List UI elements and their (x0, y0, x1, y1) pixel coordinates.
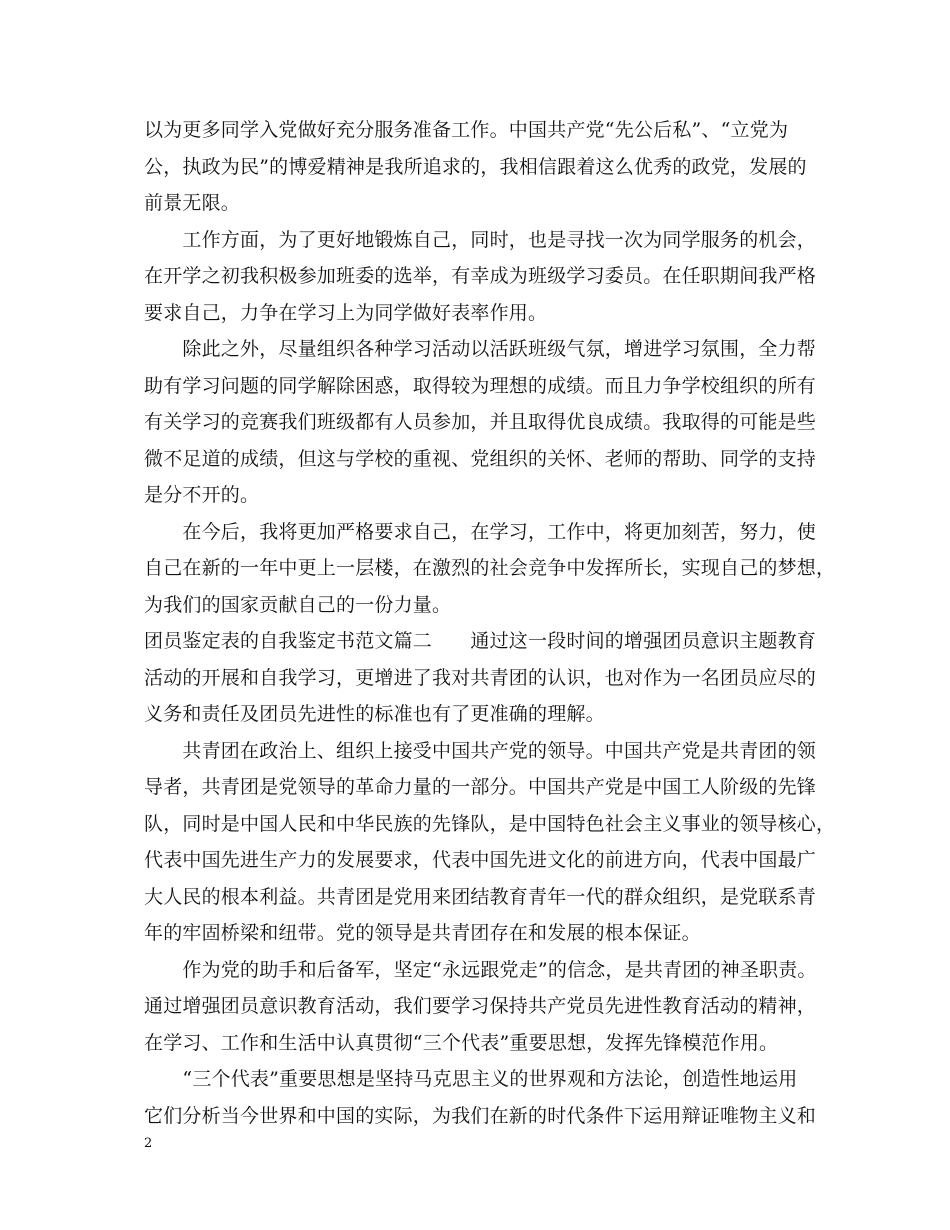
text-line: 在学习、工作和生活中认真贯彻“三个代表”重要思想，发挥先锋模范作用。 (144, 1031, 779, 1054)
text-line: 助有学习问题的同学解除困惑，取得较为理想的成绩。而且力争学校组织的所有 (144, 374, 817, 397)
text-line: 以为更多同学入党做好充分服务准备工作。中国共产党“先公后私”、“立党为 (144, 119, 789, 141)
text-line: 在今后，我将更加严格要求自己，在学习，工作中，将更加刻苦，努力，使 (144, 520, 817, 543)
text-line: 微不足道的成绩，但这与学校的重视、党组织的关怀、老师的帮助、同学的支持 (144, 447, 817, 470)
text-line: 队，同时是中国人民和中华民族的先锋队，是中国特色社会主义事业的领导核心， (144, 812, 836, 835)
text-line: 在开学之初我积极参加班委的选举，有幸成为班级学习委员。在任职期间我严格 (144, 265, 817, 287)
text-line: 大人民的根本利益。共青团是党用来团结教育青年一代的群众组织，是党联系青 (144, 885, 817, 908)
text-line: 除此之外，尽量组织各种学习活动以活跃班级气氛，增进学习氛围，全力帮 (144, 338, 817, 360)
text-line: 导者，共青团是党领导的革命力量的一部分。中国共产党是中国工人阶级的先锋 (144, 776, 817, 798)
text-line: 义务和责任及团员先进性的标准也有了更准确的理解。 (144, 703, 605, 725)
text-line: 为我们的国家贡献自己的一份力量。 (144, 593, 452, 616)
text-line: 是分不开的。 (144, 484, 260, 506)
text-line: “三个代表”重要思想是坚持马克思主义的世界观和方法论，创造性地运用 (144, 1068, 798, 1090)
text-line: 有关学习的竞赛我们班级都有人员参加，并且取得优良成绩。我取得的可能是些 (144, 411, 817, 433)
text-line: 自己在新的一年中更上一层楼，在激烈的社会竞争中发挥所长，实现自己的梦想， (144, 557, 836, 579)
text-line: 代表中国先进生产力的发展要求，代表中国先进文化的前进方向，代表中国最广 (144, 849, 817, 871)
text-line: 工作方面，为了更好地锻炼自己，同时，也是寻找一次为同学服务的机会， (144, 228, 817, 251)
text-line: 活动的开展和自我学习，更增进了我对共青团的认识，也对作为一名团员应尽的 (144, 666, 817, 689)
text-line: 它们分析当今世界和中国的实际，为我们在新的时代条件下运用辩证唯物主义和 (144, 1104, 817, 1127)
text-line: 共青团在政治上、组织上接受中国共产党的领导。中国共产党是共青团的领 (144, 739, 817, 762)
body-text (144, 112, 836, 1134)
text-line: 作为党的助手和后备军，坚定“永远跟党走”的信念，是共青团的神圣职责。 (144, 958, 817, 981)
text-line: 要求自己，力争在学习上为同学做好表率作用。 (144, 301, 548, 324)
page-number: 2 (144, 1136, 153, 1151)
text-line: 公，执政为民”的博爱精神是我所追求的，我相信跟着这么优秀的政党，发展的 (144, 155, 807, 178)
text-line: 年的牢固桥梁和纽带。党的领导是共青团存在和发展的根本保证。 (144, 922, 701, 944)
text-line: 通过增强团员意识教育活动，我们要学习保持共产党员先进性教育活动的精神， (144, 995, 817, 1017)
text-line: 前景无限。 (144, 192, 241, 214)
text-line: 团员鉴定表的自我鉴定书范文篇二 通过这一段时间的增强团员意识主题教育 (144, 630, 817, 652)
